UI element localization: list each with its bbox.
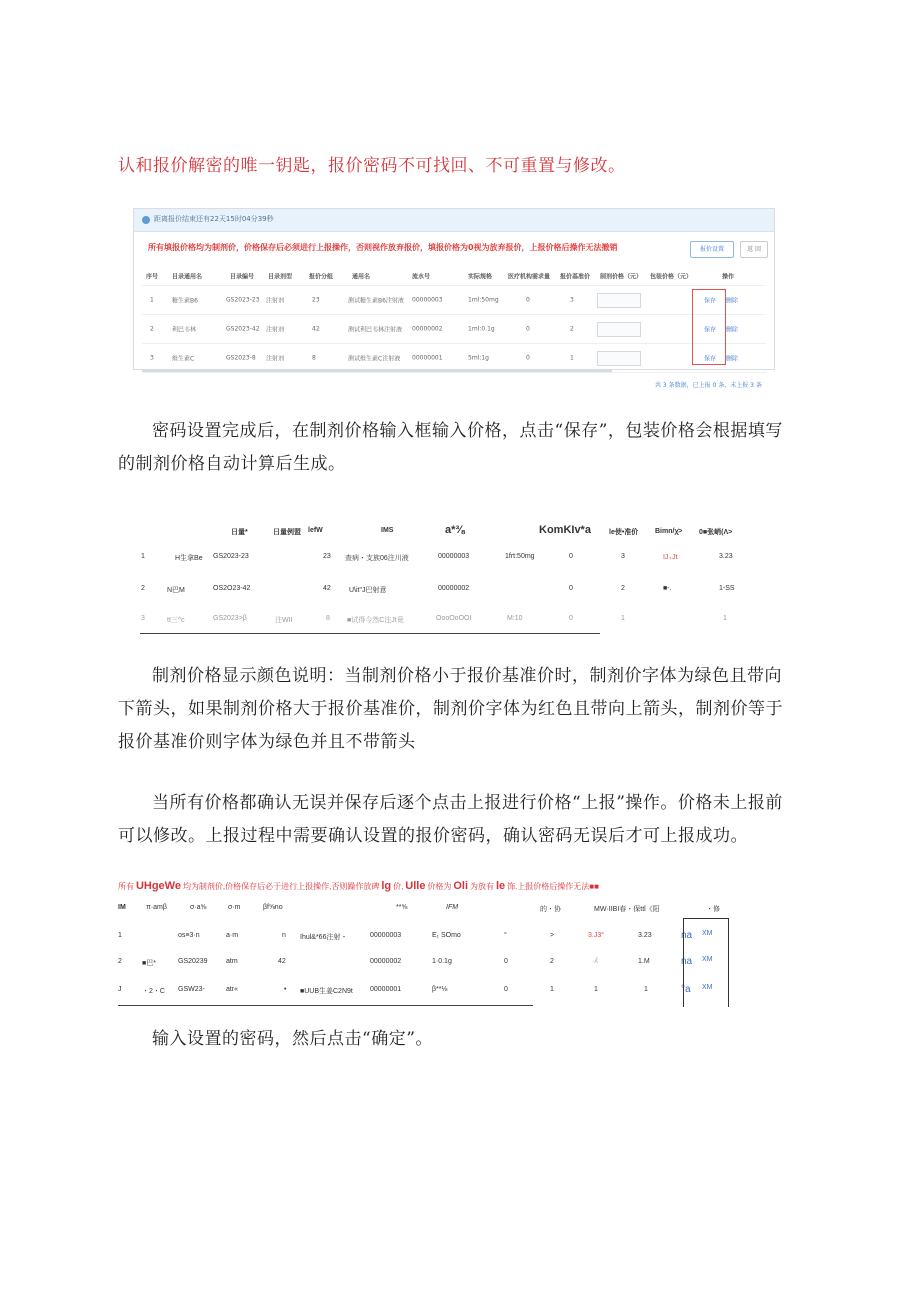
cell: ■-.	[663, 585, 672, 592]
cell: 0	[526, 296, 530, 304]
header-cell: 报价分组	[309, 273, 334, 281]
cell: 1	[621, 615, 625, 622]
cell: 测试维生素C注射液	[348, 355, 401, 363]
header-cell: Bimn/ꭓ>	[655, 528, 683, 535]
cell: tt三^c	[167, 617, 185, 624]
cell: GS2023-23	[226, 296, 260, 304]
header-cell: 实际规格	[468, 273, 493, 281]
cell: 3.23	[638, 932, 652, 939]
cell: 测试糖生素B6注射液	[348, 297, 404, 305]
cell: GS20239	[178, 958, 208, 965]
cell: 1	[594, 986, 598, 993]
header-cell: σ·m	[228, 904, 241, 911]
header-cell: 目录剂型	[268, 273, 293, 281]
table-summary: 共 3 条数据，已上报 0 条，未上报 3 条	[655, 382, 762, 389]
cell: n	[282, 932, 286, 939]
cell: 0	[526, 354, 530, 362]
cell: 注射剂	[266, 355, 285, 363]
header-cell: 包装价格（元）	[650, 273, 693, 281]
report-button[interactable]: na	[681, 930, 693, 941]
header-cell: **⅝	[396, 904, 408, 911]
header-cell: IMS	[381, 527, 394, 534]
cell: os≡3·n	[178, 932, 200, 939]
countdown-bar	[134, 209, 774, 232]
cell: U\it"J巴射意	[349, 587, 387, 594]
cell: 5ml:1g	[468, 354, 489, 362]
cell: 00000001	[370, 986, 402, 993]
cell: 2	[550, 958, 554, 965]
delete-button[interactable]: XM	[702, 984, 713, 991]
back-button[interactable]: 返 回	[740, 241, 768, 258]
cell: 注WII	[275, 617, 293, 624]
cell: 1	[141, 553, 145, 560]
warning-part: le	[495, 880, 506, 892]
cell: J	[118, 986, 122, 993]
delete-button[interactable]: 删除	[726, 355, 739, 363]
cell: 2	[570, 325, 574, 333]
cell: 3	[141, 615, 145, 622]
cell: 2	[150, 325, 154, 333]
cell: 0	[504, 986, 508, 993]
cell: 0	[526, 325, 530, 333]
price-entry-screenshot	[133, 208, 775, 370]
cell: β**⅛	[432, 986, 448, 993]
preparation-price-input[interactable]	[597, 322, 641, 337]
warning-text: 所有填报价格均为制剂价，价格保存后必须进行上报操作，否则视作放弃报价，填报价格为0视为放弃报价，上报价格后操作无法撤销	[148, 243, 618, 252]
table-row	[142, 286, 766, 315]
table-row	[142, 315, 766, 344]
cell: 00000003	[370, 932, 402, 939]
warning-part: 为放有	[469, 882, 494, 891]
header-cell: 日量*	[231, 529, 248, 536]
cell: 3.23	[719, 553, 733, 560]
cell: 2	[621, 585, 625, 592]
header-cell: π·amβ	[146, 904, 167, 911]
cell: 1.M	[638, 958, 650, 965]
cell: 利巴韦林	[172, 326, 197, 334]
price-color-note: 制剂价格显示颜色说明：当制剂价格小于报价基准价时，制剂价字体为绿色且带向下箭头，如果制剂价格大于报价基准价，制剂价字体为红色且带向上箭头，制剂价等于报价基准价则字体为绿色并且不带箭头	[118, 666, 783, 752]
cell: 1	[644, 986, 648, 993]
header-cell: 的・协	[540, 906, 561, 913]
cell: 查病・支族06注川液	[345, 555, 409, 562]
cell: 1	[570, 354, 574, 362]
warning-part: lg	[381, 880, 392, 892]
cell: 0	[569, 553, 573, 560]
cell: 00000003	[438, 553, 470, 560]
preparation-price-red: IJ₊Jt	[663, 554, 678, 561]
report-column-box	[683, 918, 729, 1007]
cell: 0	[504, 958, 508, 965]
cell: 3	[570, 296, 574, 304]
cell: a·m	[226, 932, 239, 939]
cell: E₁ SOmo	[432, 932, 461, 939]
cell: 1frt:50mg	[505, 553, 535, 560]
cell: 测试利巴韦林注射液	[348, 326, 403, 334]
header-cell: MW·IIBI春・保ttl《阳	[594, 906, 660, 913]
preparation-price-red: 3.J3°	[588, 932, 605, 939]
cell: >	[550, 932, 555, 939]
cell: 00000003	[412, 296, 443, 304]
header-cell: 医疗机构需求量	[508, 273, 551, 281]
cell: 1ml:0.1g	[468, 325, 495, 333]
horizontal-scrollbar[interactable]	[142, 369, 612, 372]
cell: 00000002	[438, 585, 470, 592]
cell: 42	[323, 585, 331, 592]
header-cell: 流水号	[412, 273, 431, 281]
cell: 2	[118, 958, 122, 965]
cell: 2	[141, 585, 145, 592]
warning-part: 均为制剂价,价格保存后必于进行上报操作,否则躁作放碑	[182, 882, 380, 891]
warning-part: 价格为	[427, 882, 452, 891]
delete-button[interactable]: XM	[702, 930, 713, 937]
countdown-text: 距离报价结束还有22天15时04分39秒	[154, 215, 274, 223]
cell: 1	[550, 986, 554, 993]
header-cell: βf⅝no	[263, 904, 283, 911]
price-table	[142, 267, 766, 373]
password-confirm-instruction: 输入设置的密码，然后点击“确定”。	[152, 1029, 433, 1049]
cell: ■巴*	[142, 960, 156, 967]
cell: •	[284, 986, 287, 993]
cell: 注射剂	[266, 297, 285, 305]
header-cell: 0■张峭(Λ>	[699, 529, 733, 536]
header-cell: 序号	[146, 273, 159, 281]
cell: atm	[226, 958, 238, 965]
header-cell: 报价基准价	[560, 273, 591, 281]
price-settings-button[interactable]: 报价设置	[690, 241, 734, 258]
cell: 8	[312, 354, 316, 362]
save-button[interactable]: 保存	[704, 326, 717, 334]
header-cell: 制剂价格（元）	[600, 273, 643, 281]
cell: 1-SS	[719, 585, 735, 592]
cell: N巴M	[167, 587, 185, 594]
cell: 8	[326, 615, 330, 622]
cell: GS2023>β	[213, 615, 247, 622]
header-cell: IFM	[446, 904, 459, 911]
report-button[interactable]: na	[681, 956, 693, 967]
header-cell: lefW	[308, 527, 323, 534]
report-button[interactable]: °a	[681, 984, 691, 995]
header-cell: σ·a⅝	[190, 904, 207, 911]
warning-part: 价,	[393, 882, 404, 891]
divider	[118, 1005, 533, 1006]
cell: H生拿Be	[175, 555, 203, 562]
cell: M:10	[507, 615, 523, 622]
cell: 42	[312, 325, 320, 333]
cell: GS2023-23	[213, 553, 249, 560]
cell: OS2O23-42	[213, 585, 251, 592]
cell: 维生素C	[172, 355, 195, 363]
warning-part: 饰.上报价格后操作无法■■	[507, 882, 599, 891]
cell: 00000002	[370, 958, 402, 965]
save-button[interactable]: 保存	[704, 297, 717, 305]
header-cell: IM	[118, 904, 126, 911]
divider	[140, 633, 600, 634]
cell: 1	[723, 615, 727, 622]
cell: 注射剂	[266, 326, 285, 334]
cell: atr«	[226, 986, 239, 993]
delete-button[interactable]: 删除	[726, 326, 739, 334]
header-cell: KomKIv*a	[539, 524, 591, 536]
cell: 00000002	[412, 325, 443, 333]
header-cell: ・修	[706, 906, 720, 913]
cell: 3	[621, 553, 625, 560]
report-warning	[118, 880, 599, 892]
cell: GS2023-42	[226, 325, 260, 333]
warning-part: UHgeWe	[135, 880, 181, 892]
instruction-save: 密码设置完成后，在制剂价格输入框输入价格，点击“保存”，包装价格会根据填写的制剂价格自动计算后生成。	[118, 421, 783, 474]
header-cell: 目录编号	[230, 273, 255, 281]
info-icon	[142, 216, 150, 224]
warning-part: Oli	[453, 880, 469, 892]
cell: 23	[312, 296, 320, 304]
cell: 糖生素B6	[172, 297, 198, 305]
cell: 1·0.1g	[432, 958, 452, 965]
cell: GSW23-	[178, 986, 205, 993]
cell: °	[504, 932, 507, 939]
cell: OooOoOOI	[436, 615, 472, 622]
header-cell: le使•准价	[609, 529, 639, 536]
cell: 1ml:50mg	[468, 296, 499, 304]
header-cell: 日量例盟	[273, 529, 301, 536]
warning-part: Ulle	[405, 880, 426, 892]
cell: 0	[569, 615, 573, 622]
delete-button[interactable]: 删除	[726, 297, 739, 305]
delete-button[interactable]: XM	[702, 956, 713, 963]
cell: GS2023-8	[226, 354, 256, 362]
preparation-price-input[interactable]	[597, 293, 641, 308]
cell: 0	[569, 585, 573, 592]
cell: 00000001	[412, 354, 443, 362]
preparation-price-input[interactable]	[597, 351, 641, 366]
save-button[interactable]: 保存	[704, 355, 717, 363]
cell: Ihul&*66注射・	[300, 934, 348, 941]
cell: 42	[278, 958, 286, 965]
cell: ·ʎ	[592, 958, 598, 965]
header-cell: 操作	[722, 273, 735, 281]
save-highlight-box	[692, 289, 726, 365]
report-instruction: 当所有价格都确认无误并保存后逐个点击上报进行价格“上报”操作。价格未上报前可以修改。上报过程中需要确认设置的报价密码，确认密码无误后才可上报成功。	[118, 793, 783, 846]
cell: 3	[150, 354, 154, 362]
cell: 23	[323, 553, 331, 560]
cell: ■试得今然C注Jt竟	[347, 617, 404, 624]
warning-part: 所有	[118, 882, 134, 891]
cell: 1	[150, 296, 154, 304]
intro-text: 认和报价解密的唯一钥匙，报价密码不可找回、不可重置与修改。	[118, 156, 626, 176]
cell: 1	[118, 932, 122, 939]
cell: ・2・C	[142, 988, 165, 995]
cell: ■UUB生姜C2N9t	[300, 988, 353, 995]
header-cell: a*⅜	[445, 524, 465, 536]
table-header-row	[142, 267, 766, 286]
header-cell: 通用名	[352, 273, 371, 281]
header-cell: 目录通用名	[172, 273, 203, 281]
